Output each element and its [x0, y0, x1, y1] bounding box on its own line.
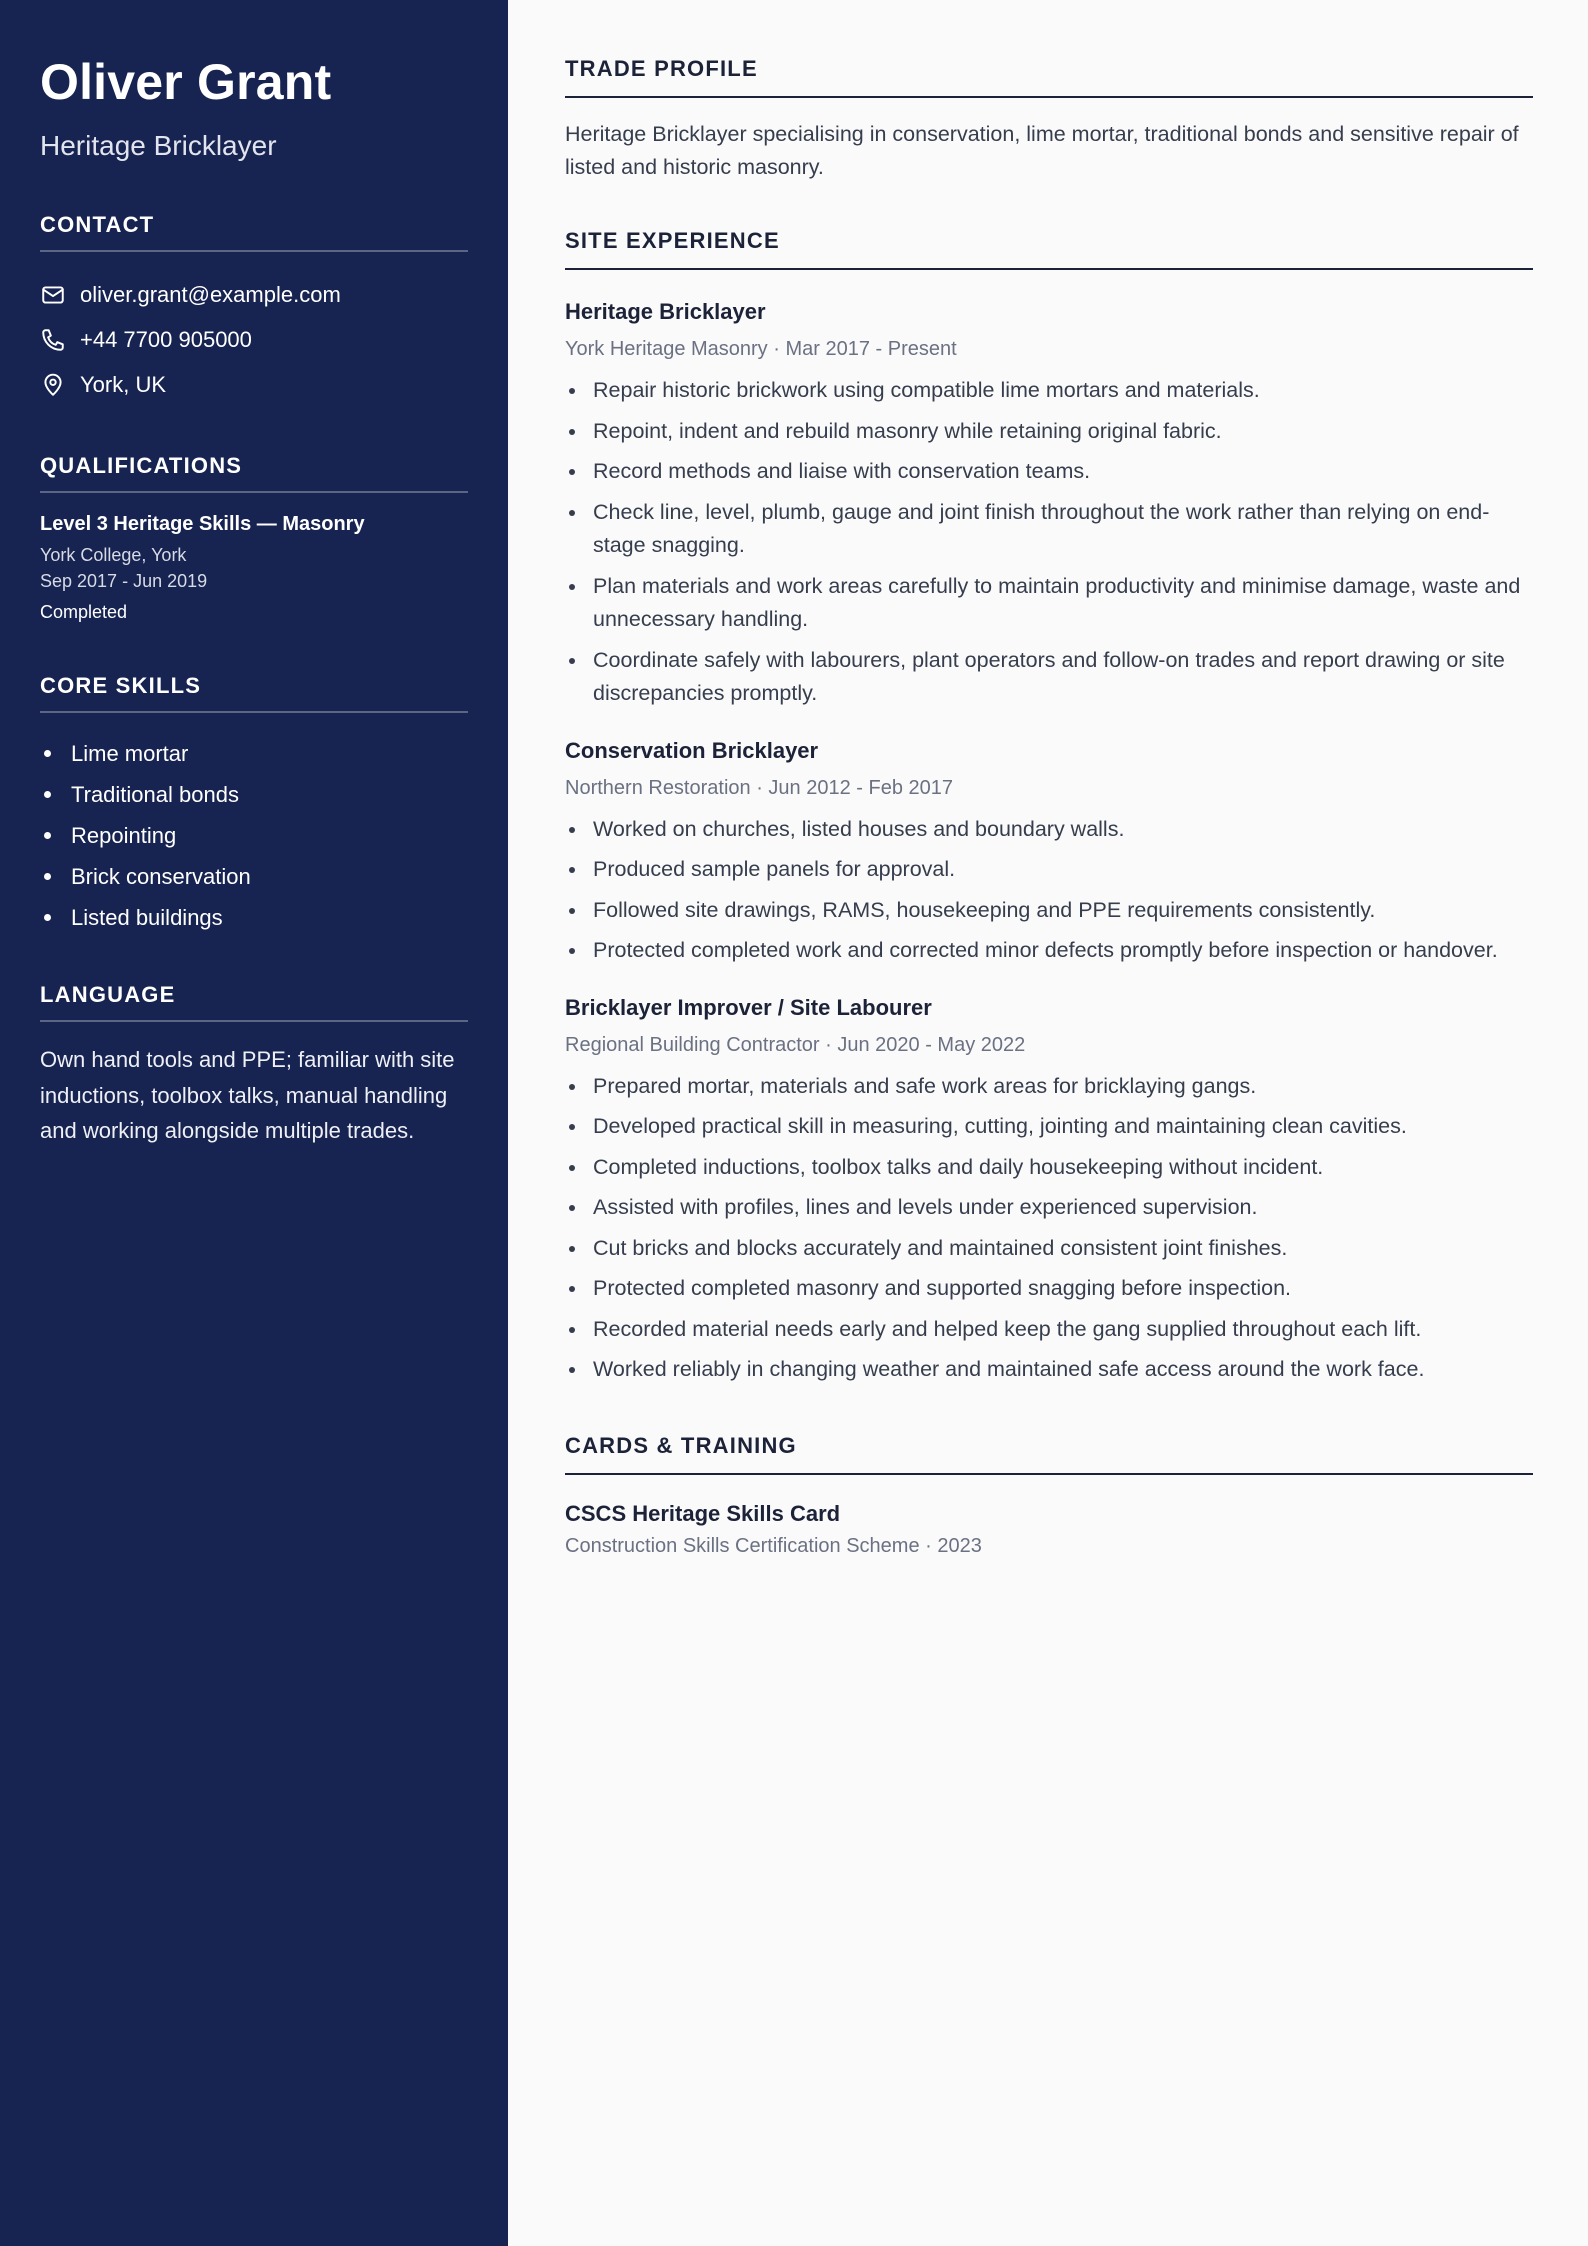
experience-section: [565, 228, 1533, 1387]
skill-item: Repointing: [40, 815, 468, 856]
candidate-name: Oliver Grant: [40, 54, 332, 110]
contact-heading: CONTACT: [40, 212, 468, 252]
card-meta: Construction Skills Certification Scheme · 2023: [565, 1534, 982, 1557]
job-bullets: [565, 1070, 1533, 1387]
location-pin-icon: [40, 372, 66, 398]
job-bullet: Assisted with profiles, lines and levels under experienced supervision.: [565, 1191, 1533, 1225]
contact-email[interactable]: oliver.grant@example.com: [80, 281, 341, 307]
job-title: Bricklayer Improver / Site Labourer: [565, 994, 932, 1020]
mail-icon: [40, 282, 66, 308]
phone-icon: [40, 327, 66, 353]
main-content: [565, 56, 1533, 1558]
job-entry: [565, 737, 1533, 968]
job-title: Conservation Bricklayer: [565, 737, 819, 763]
skills-heading: CORE SKILLS: [40, 673, 468, 713]
job-bullet: Recorded material needs early and helped keep the gang supplied throughout each lift.: [565, 1313, 1533, 1347]
contact-email-row: [40, 272, 468, 317]
job-bullet: Worked on churches, listed houses and boundary walls.: [565, 813, 1533, 847]
job-bullet: Cut bricks and blocks accurately and maintained consistent joint finishes.: [565, 1232, 1533, 1266]
qualification-institution: York College, York: [40, 545, 187, 565]
skill-item: Brick conservation: [40, 856, 468, 897]
job-meta: Northern Restoration · Jun 2012 - Feb 2017: [565, 776, 953, 799]
language-text: Own hand tools and PPE; familiar with site inductions, toolbox talks, manual handling and working alongside multiple trades.: [40, 1047, 455, 1143]
job-bullet: Plan materials and work areas carefully to maintain productivity and minimise damage, waste and unnecessary handling.: [565, 570, 1533, 637]
qualification-dates: Sep 2017 - Jun 2019: [40, 571, 208, 591]
job-bullets: [565, 813, 1533, 968]
contact-location: York, UK: [80, 371, 167, 397]
job-meta: Regional Building Contractor · Jun 2020 - May 2022: [565, 1033, 1026, 1056]
skills-section: [40, 673, 468, 938]
job-title: Heritage Bricklayer: [565, 299, 766, 324]
job-bullet: Worked reliably in changing weather and maintained safe access around the work face.: [565, 1353, 1533, 1387]
cards-heading: CARDS & TRAINING: [565, 1433, 1533, 1475]
job-bullet: Record methods and liaise with conservation teams.: [565, 455, 1533, 489]
job-bullet: Completed inductions, toolbox talks and daily housekeeping without incident.: [565, 1151, 1533, 1185]
language-section: [40, 982, 468, 1149]
card-title: CSCS Heritage Skills Card: [565, 1500, 841, 1526]
skill-item: Traditional bonds: [40, 774, 468, 815]
skill-item: Listed buildings: [40, 897, 468, 938]
job-bullet: Developed practical skill in measuring, cutting, jointing and maintaining clean cavities.: [565, 1110, 1533, 1144]
job-bullet: Repoint, indent and rebuild masonry while retaining original fabric.: [565, 415, 1533, 449]
language-heading: LANGUAGE: [40, 982, 468, 1022]
sidebar: [0, 0, 508, 2246]
contact-phone-row: [40, 317, 468, 362]
profile-heading: TRADE PROFILE: [565, 56, 1533, 98]
job-bullet: Prepared mortar, materials and safe work areas for bricklaying gangs.: [565, 1070, 1533, 1104]
job-bullet: Followed site drawings, RAMS, housekeeping and PPE requirements consistently.: [565, 894, 1533, 928]
qualifications-section: [40, 453, 468, 623]
job-entry: [565, 298, 1533, 711]
skills-list: [40, 733, 468, 938]
job-bullet: Protected completed work and corrected minor defects promptly before inspection or handover.: [565, 934, 1533, 968]
qualifications-heading: QUALIFICATIONS: [40, 453, 468, 493]
qualification-title: Level 3 Heritage Skills — Masonry: [40, 513, 365, 535]
cards-section: [565, 1433, 1533, 1558]
contact-phone[interactable]: +44 7700 905000: [80, 326, 252, 352]
experience-heading: SITE EXPERIENCE: [565, 228, 1533, 270]
job-entry: [565, 994, 1533, 1387]
candidate-role: Heritage Bricklayer: [40, 130, 277, 161]
job-bullet: Protected completed masonry and supported snagging before inspection.: [565, 1272, 1533, 1306]
profile-text: Heritage Bricklayer specialising in conservation, lime mortar, traditional bonds and sensitive repair of listed and historic masonry.: [565, 122, 1519, 179]
job-meta: York Heritage Masonry · Mar 2017 - Present: [565, 338, 957, 360]
qualification-status: Completed: [40, 602, 128, 622]
job-bullet: Produced sample panels for approval.: [565, 853, 1533, 887]
job-bullet: Coordinate safely with labourers, plant operators and follow-on trades and report drawing or site discrepancies promptly.: [565, 644, 1533, 711]
contact-location-row: [40, 362, 468, 407]
contact-section: [40, 212, 468, 407]
skill-item: Lime mortar: [40, 733, 468, 774]
job-bullet: Check line, level, plumb, gauge and joint finish throughout the work rather than relying on end-stage snagging.: [565, 496, 1533, 563]
job-bullets: [565, 374, 1533, 711]
profile-section: [565, 56, 1533, 184]
job-bullet: Repair historic brickwork using compatible lime mortars and materials.: [565, 374, 1533, 408]
